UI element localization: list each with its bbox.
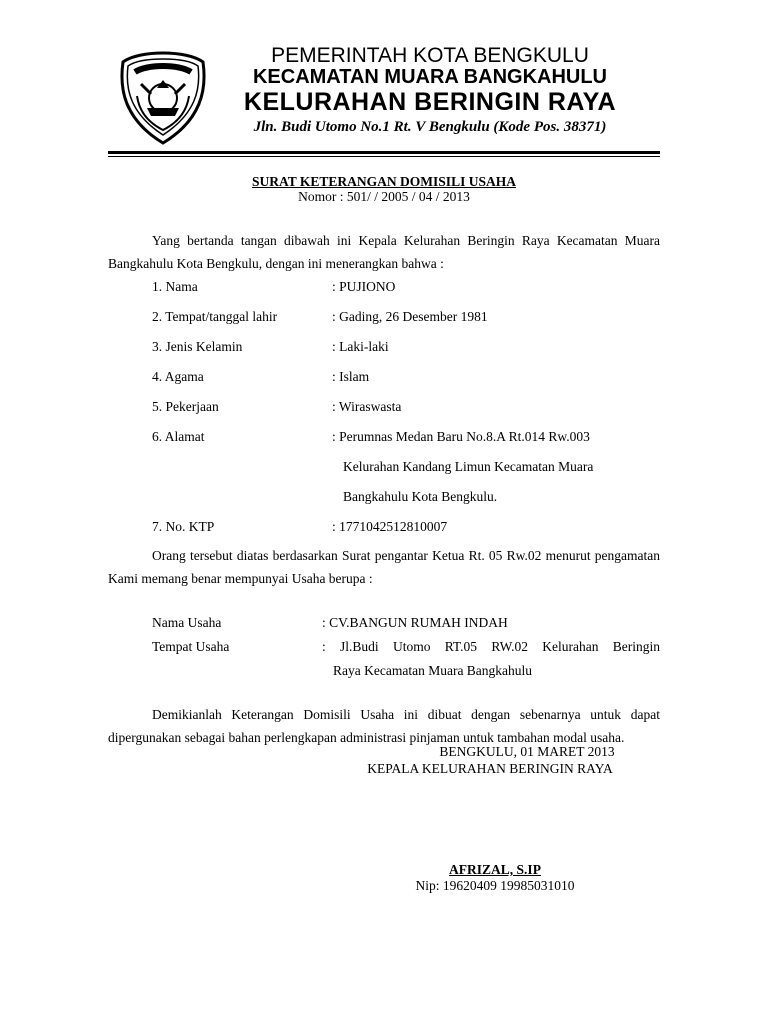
- statement-paragraph: Orang tersebut diatas berdasarkan Surat pengantar Ketua Rt. 05 Rw.02 menurut pengamatan Kami memang benar mempunyai Usaha berupa :: [108, 548, 660, 586]
- field-label-nama: 1. Nama: [152, 279, 198, 294]
- field-value-occupation: : Wiraswasta: [332, 399, 402, 414]
- letterhead-district: KECAMATAN MUARA BANGKAHULU: [252, 66, 608, 88]
- document-title: SURAT KETERANGAN DOMISILI USAHA: [252, 174, 516, 189]
- field-value-religion: : Islam: [332, 369, 370, 384]
- field-value-address-line2: Kelurahan Kandang Limun Kecamatan Muara: [343, 459, 594, 474]
- field-value-ktp: : 1771042512810007: [332, 519, 448, 534]
- business-name-label: Nama Usaha: [152, 615, 222, 630]
- document-number: Nomor : 501/ / 2005 / 04 / 2013: [298, 189, 470, 204]
- business-name-value: : CV.BANGUN RUMAH INDAH: [322, 615, 508, 630]
- signature-position: KEPALA KELURAHAN BERINGIN RAYA: [367, 761, 613, 776]
- signatory-name: AFRIZAL, S.IP: [449, 862, 541, 877]
- business-place-label: Tempat Usaha: [152, 639, 230, 654]
- business-place-value: : Jl.Budi Utomo RT.05 RW.02 Kelurahan Beringin: [322, 639, 660, 654]
- letterhead-divider-thick: [108, 151, 660, 154]
- field-value-gender: : Laki-laki: [332, 339, 389, 354]
- field-label-occupation: 5. Pekerjaan: [152, 399, 219, 414]
- field-label-address: 6. Alamat: [152, 429, 205, 444]
- field-label-ktp: 7. No. KTP: [152, 519, 215, 534]
- field-value-birth: : Gading, 26 Desember 1981: [332, 309, 488, 324]
- signature-place-date: BENGKULU, 01 MARET 2013: [439, 744, 615, 759]
- business-place-value-line2: Raya Kecamatan Muara Bangkahulu: [333, 663, 533, 678]
- field-value-address-line3: Bangkahulu Kota Bengkulu.: [343, 489, 498, 504]
- field-label-gender: 3. Jenis Kelamin: [152, 339, 243, 354]
- field-label-birth: 2. Tempat/tanggal lahir: [152, 309, 278, 324]
- city-emblem-logo: [117, 50, 209, 146]
- letterhead-government: PEMERINTAH KOTA BENGKULU: [271, 44, 589, 67]
- letterhead-village: KELURAHAN BERINGIN RAYA: [243, 88, 617, 116]
- closing-paragraph: Demikianlah Keterangan Domisili Usaha ini dibuat dengan sebenarnya untuk dapat dipergunakan sebagai bahan perlengkapan administrasi pinjaman untuk tambahan modal usaha.: [108, 707, 660, 745]
- field-value-address: : Perumnas Medan Baru No.8.A Rt.014 Rw.003: [332, 429, 590, 444]
- letterhead-address: Jln. Budi Utomo No.1 Rt. V Bengkulu (Kode Pos. 38371): [253, 119, 607, 135]
- field-label-religion: 4. Agama: [152, 369, 204, 384]
- signatory-nip: Nip: 19620409 19985031010: [415, 878, 575, 893]
- letterhead-divider-thin: [108, 156, 660, 157]
- intro-paragraph: Yang bertanda tangan dibawah ini Kepala Kelurahan Beringin Raya Kecamatan Muara Bangkahulu Kota Bengkulu, dengan ini menerangkan bahwa :: [108, 233, 660, 271]
- field-value-nama: : PUJIONO: [332, 279, 396, 294]
